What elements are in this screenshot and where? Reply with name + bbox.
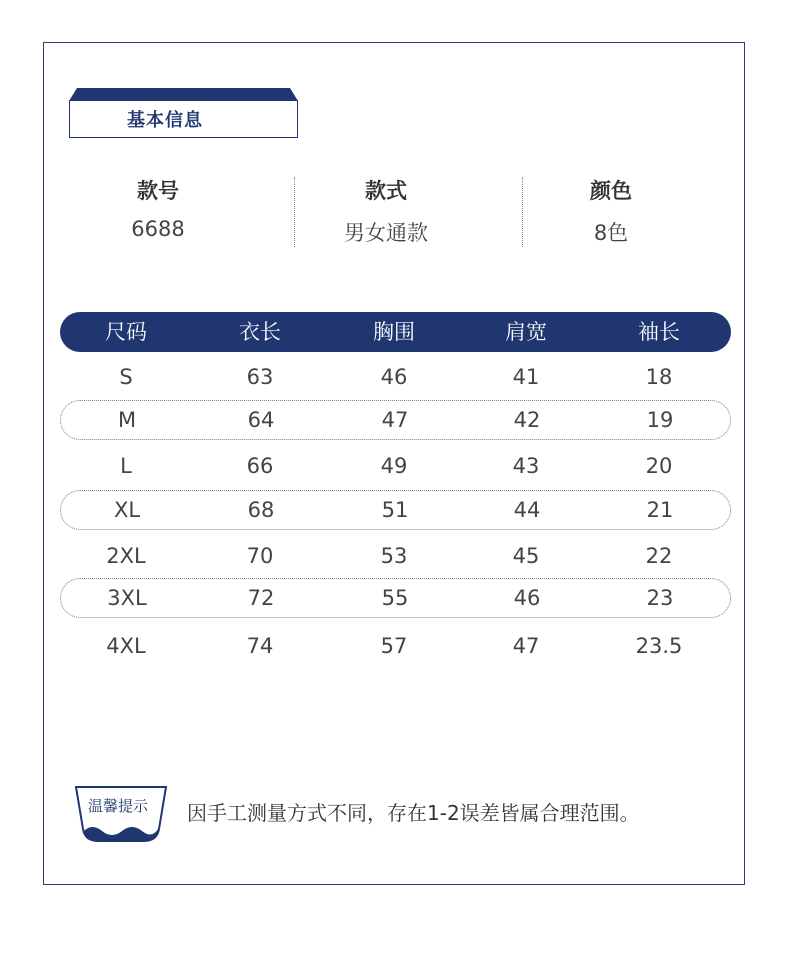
basic-info-row [43,175,745,250]
column-header: 衣长 [239,320,281,344]
table-cell: 46 [380,365,408,389]
table-row [60,490,731,530]
info-style-number [43,175,273,241]
table-cell: 41 [512,365,540,389]
table-cell: 47 [512,634,540,658]
table-cell: 46 [513,586,541,610]
table-cell: L [120,454,132,478]
column-header: 肩宽 [505,320,547,344]
table-row [60,357,731,397]
table-cell: 19 [646,408,674,432]
tip-badge-label: 温馨提示 [87,797,148,815]
info-label: 款号 [137,179,179,203]
size-table-header [60,312,731,352]
table-cell: 53 [380,544,408,568]
info-style-type [271,175,501,247]
table-cell: 4XL [106,634,146,658]
table-cell: S [119,365,133,389]
table-cell: 74 [246,634,274,658]
table-cell: XL [113,498,141,522]
tip-text: 因手工测量方式不同，存在1-2误差皆属合理范围。 [187,801,640,825]
table-cell: 21 [646,498,674,522]
table-row [60,446,731,486]
info-color [496,175,726,247]
column-header: 袖长 [638,320,680,344]
table-cell: 64 [247,408,275,432]
table-cell: 68 [247,498,275,522]
table-cell: 18 [645,365,673,389]
tip-badge [72,785,170,845]
table-cell: 51 [381,498,409,522]
table-cell: 43 [512,454,540,478]
table-row [60,626,731,666]
table-cell: 22 [645,544,673,568]
info-label: 款式 [365,179,407,203]
table-cell: 2XL [106,544,146,568]
table-cell: 23 [646,586,674,610]
table-cell: 57 [380,634,408,658]
table-cell: 42 [513,408,541,432]
table-cell: 66 [246,454,274,478]
table-cell: 63 [246,365,274,389]
info-value: 6688 [131,217,185,241]
table-cell: 44 [513,498,541,522]
table-cell: 45 [512,544,540,568]
table-cell: 70 [246,544,274,568]
table-row [60,578,731,618]
table-row [60,536,731,576]
table-cell: 20 [645,454,673,478]
column-header: 尺码 [105,320,147,344]
column-header: 胸围 [373,320,415,344]
info-value: 男女通款 [344,221,428,245]
table-cell: 49 [380,454,408,478]
table-cell: 3XL [107,586,147,610]
table-cell: M [117,408,137,432]
table-cell: 47 [381,408,409,432]
section-header [69,88,298,138]
info-value: 8色 [593,221,629,245]
info-label: 颜色 [590,179,632,203]
section-title: 基本信息 [127,110,203,131]
table-row [60,400,731,440]
table-cell: 72 [247,586,275,610]
table-cell: 55 [381,586,409,610]
table-cell: 23.5 [635,634,683,658]
